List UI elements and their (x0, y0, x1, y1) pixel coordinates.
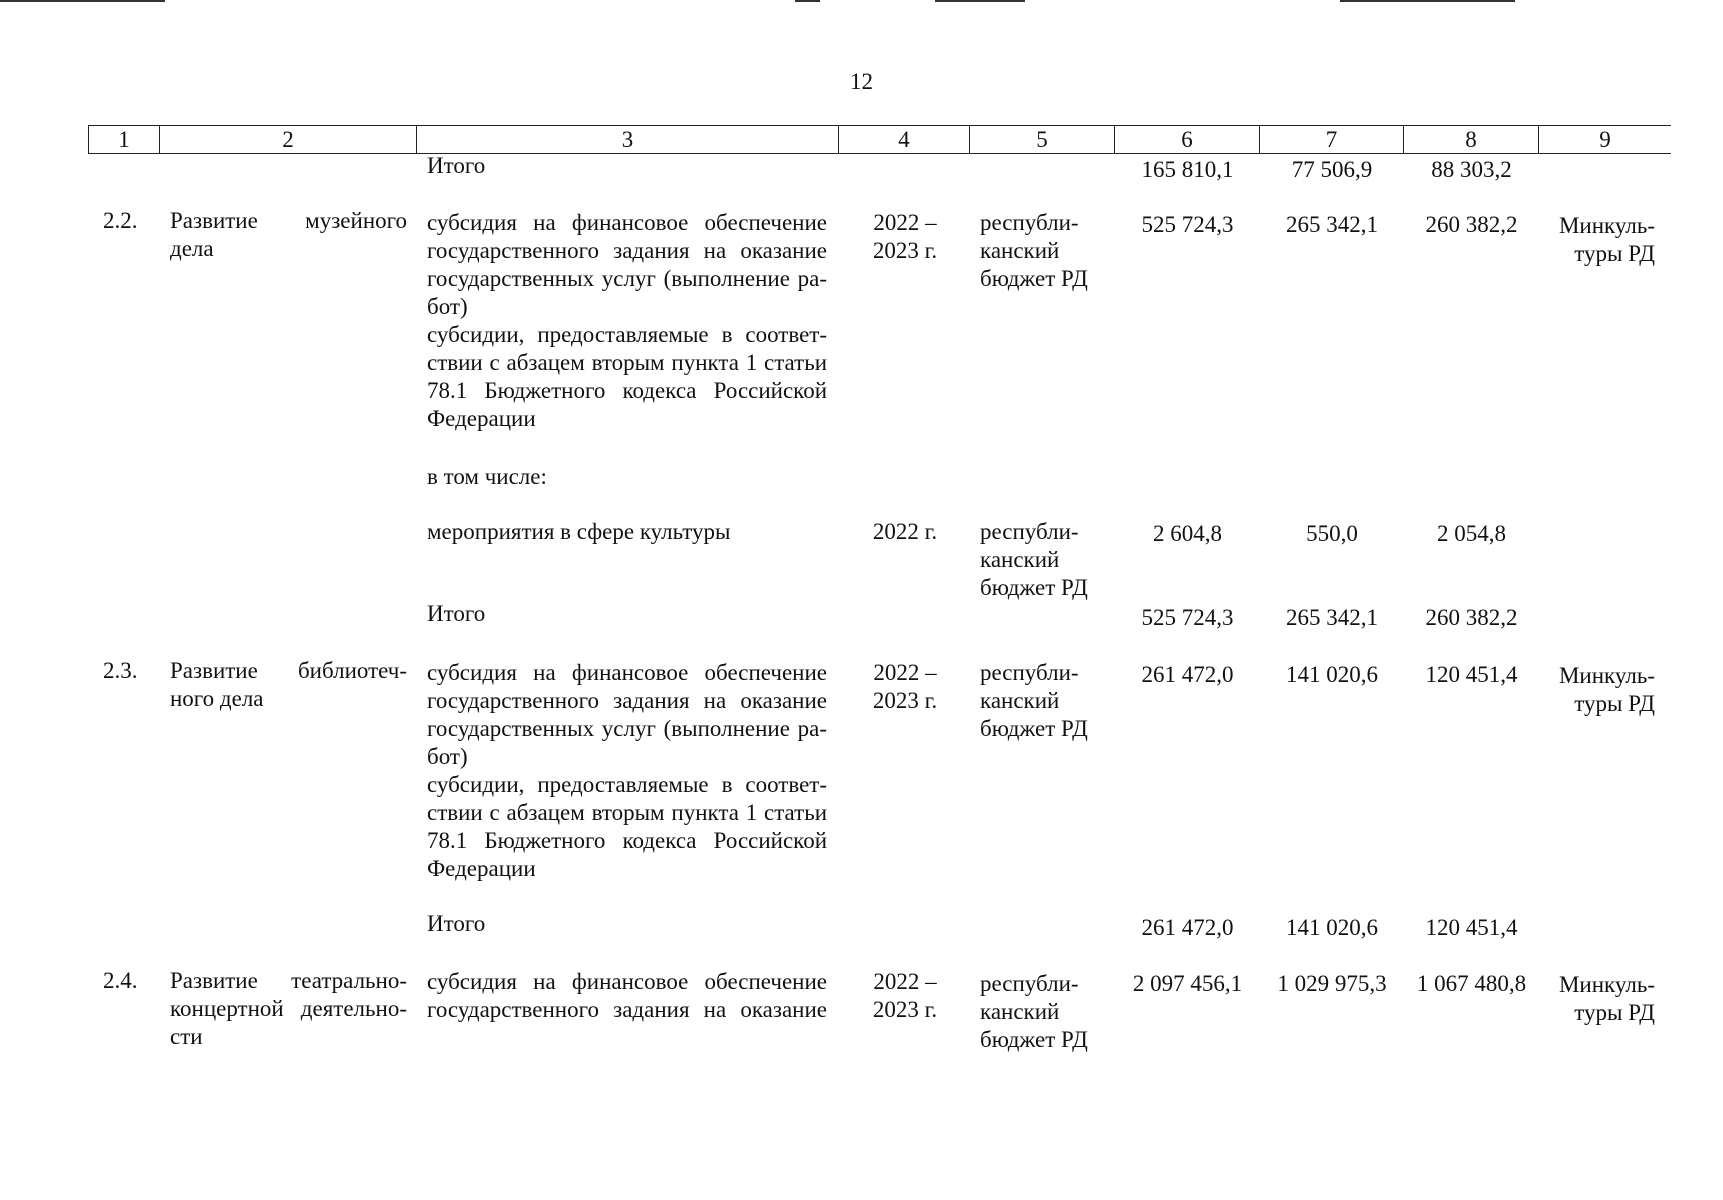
row-value-col8: 260 382,2 (1425, 212, 1518, 237)
column-header-5: 5 (970, 126, 1115, 153)
row-value-col7: 265 342,1 (1286, 212, 1378, 237)
row-executor: Минкуль- туры РД (1558, 663, 1655, 716)
column-header-7: 7 (1260, 126, 1404, 153)
row-period: 2022 – 2023 г. (872, 969, 938, 1022)
row-value-col7: 141 020,6 (1286, 662, 1378, 687)
total-value-col7: 141 020,6 (1286, 915, 1378, 940)
row-name: Развитие библиотеч- ного дела (170, 658, 407, 711)
column-header-4: 4 (839, 126, 970, 153)
scan-edge-rule (1340, 0, 1515, 2)
total-label: Итого (427, 601, 486, 626)
total-value-col7: 77 506,9 (1291, 157, 1373, 182)
sub-item-value-col8: 2 054,8 (1437, 521, 1506, 546)
row-period: 2022 – 2023 г. (872, 210, 938, 263)
total-value-col6: 165 810,1 (1141, 157, 1234, 182)
total-value-col8: 120 451,4 (1425, 915, 1518, 940)
row-funding-source: республи- канский бюджет РД (980, 660, 1088, 741)
row-period: 2022 – 2023 г. (872, 660, 938, 713)
row-value-col8: 1 067 480,8 (1416, 971, 1527, 996)
row-value-col8: 120 451,4 (1425, 662, 1518, 687)
total-label: Итого (427, 153, 486, 178)
total-value-col8: 88 303,2 (1431, 157, 1512, 182)
row-number: 2.4. (103, 968, 138, 993)
row-executor: Минкуль- туры РД (1558, 972, 1655, 1025)
column-header-8: 8 (1404, 126, 1539, 153)
column-header-3: 3 (417, 126, 839, 153)
row-value-col7: 1 029 975,3 (1277, 971, 1387, 996)
scan-edge-rule (0, 0, 165, 2)
row-description: субсидия на финансовое обеспечение государственного задания на оказание (427, 969, 827, 1022)
sub-item-label: мероприятия в сфере культуры (427, 519, 731, 544)
row-name: Развитие театрально- концертной деятельно- сти (170, 968, 407, 1049)
sub-item-value-col6: 2 604,8 (1153, 521, 1222, 546)
total-label: Итого (427, 911, 486, 936)
row-description: субсидия на финансовое обеспечение государственного задания на оказание государственных услуг (выполнение ра- бот) субсидии, предоставляемые в соответ- ствии с абзацем вторым пункта 1 статьи 78.1 Бюджетного кодекса Российской Федерации (427, 660, 827, 881)
table-header-row (88, 125, 1671, 154)
sub-item-funding-source: республи- канский бюджет РД (980, 519, 1088, 600)
row-funding-source: республи- канский бюджет РД (980, 210, 1088, 291)
including-label: в том числе: (427, 464, 547, 489)
row-funding-source: республи- канский бюджет РД (980, 971, 1088, 1052)
row-number: 2.2. (103, 208, 138, 233)
scan-edge-rule (935, 0, 1025, 2)
row-executor: Минкуль- туры РД (1558, 213, 1655, 266)
total-value-col6: 525 724,3 (1141, 605, 1234, 630)
row-value-col6: 2 097 456,1 (1132, 971, 1243, 996)
sub-item-period: 2022 г. (872, 519, 938, 544)
total-value-col6: 261 472,0 (1141, 915, 1234, 940)
row-number: 2.3. (103, 658, 138, 683)
column-header-6: 6 (1115, 126, 1260, 153)
column-header-2: 2 (160, 126, 417, 153)
column-header-9: 9 (1599, 127, 1611, 152)
total-value-col8: 260 382,2 (1425, 605, 1518, 630)
row-value-col6: 261 472,0 (1141, 662, 1234, 687)
total-value-col7: 265 342,1 (1286, 605, 1378, 630)
page-number: 12 (850, 69, 873, 94)
row-name: Развитие музейного дела (170, 208, 407, 261)
row-description: субсидия на финансовое обеспечение государственного задания на оказание государственных услуг (выполнение ра- бот) субсидии, предоставляемые в соответ- ствии с абзацем вторым пункта 1 статьи 78.1 Бюджетного кодекса Российской Федерации (427, 210, 827, 431)
sub-item-value-col7: 550,0 (1306, 521, 1358, 546)
column-header-1: 1 (88, 126, 160, 153)
scan-edge-rule (795, 0, 820, 2)
row-value-col6: 525 724,3 (1141, 212, 1234, 237)
